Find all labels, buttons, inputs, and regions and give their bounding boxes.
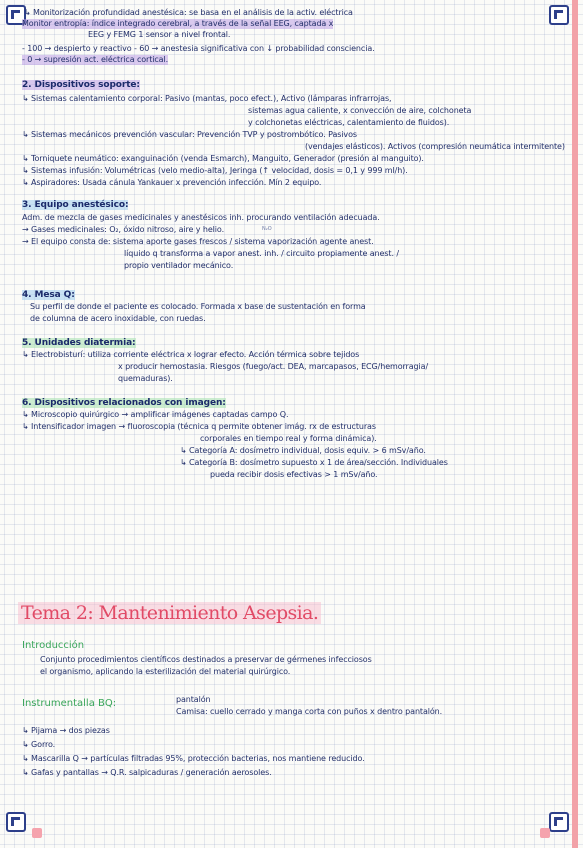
s5-line-1: ↳ Electrobisturí: utiliza corriente eléctrica x lograr efecto. Acción térmica sobre tejidos — [22, 350, 360, 359]
pantalon-label: pantalón — [176, 695, 211, 704]
corner-mark-top-right — [549, 5, 569, 25]
s2-line-4: ↳ Sistemas mecánicos prevención vascular: Prevención TVP y postrombótico. Pasivos — [22, 130, 357, 139]
section-5-heading: 5. Unidades diatermia: — [22, 338, 136, 348]
mascarilla-line: ↳ Mascarilla Q → partículas filtradas 95%, protección bacterias, nos mantiene reducido. — [22, 754, 365, 763]
section-6-heading: 6. Dispositivos relacionados con imagen: — [22, 398, 226, 408]
page-dot-left — [32, 828, 42, 838]
s2-line-2: sistemas agua caliente, x convección de aire, colchoneta — [248, 106, 472, 115]
s6-line-5: ↳ Categoría B: dosímetro supuesto x 1 de área/sección. Individuales — [180, 458, 448, 467]
s3-line-1: Adm. de mezcla de gases medicinales y anestésicos inh. procurando ventilación adecuada. — [22, 213, 380, 222]
pijama-line: ↳ Pijama → dos piezas — [22, 726, 110, 735]
s2-line-3: y colchonetas eléctricas, calentamiento de fluidos). — [248, 118, 450, 127]
monitoring-line-2: Monitor entropía: índice integrado cerebral, a través de la señal EEG, captada x — [22, 19, 334, 28]
gafas-line: ↳ Gafas y pantallas → Q.R. salpicaduras / generación aerosoles. — [22, 768, 272, 777]
s6-line-6: pueda recibir dosis efectivas > 1 mSv/año. — [210, 470, 378, 479]
s4-line-2: de columna de acero inoxidable, con ruedas. — [30, 314, 206, 323]
s5-line-2: x producir hemostasia. Riesgos (fuego/act. DEA, marcapasos, ECG/hemorragia/ — [118, 362, 429, 371]
s2-line-7: ↳ Sistemas infusión: Volumétricas (velo medio-alta), Jeringa (↑ velocidad, dosis = 0,1 y 999 ml/h). — [22, 166, 408, 175]
page-dot-right — [540, 828, 550, 838]
s3-line-2: → Gases medicinales: O₂, óxido nitroso, aire y helio. — [22, 225, 225, 234]
s3-line-5: propio ventilador mecánico. — [124, 261, 234, 270]
section-4-heading: 4. Mesa Q: — [22, 290, 75, 300]
s5-line-3: quemaduras). — [118, 374, 173, 383]
intro-line-1: Conjunto procedimientos científicos destinados a preservar de gérmenes infecciosos — [40, 655, 372, 664]
tema-2-title: Tema 2: Mantenimiento Asepsia. — [18, 602, 321, 624]
section-2-heading: 2. Dispositivos soporte: — [22, 80, 140, 90]
s3-line-4: líquido q transforma a vapor anest. inh. / circuito propiamente anest. / — [124, 249, 399, 258]
s6-line-3: corporales en tiempo real y forma dinámica). — [200, 434, 377, 443]
s3-line-3: → El equipo consta de: sistema aporte gases frescos / sistema vaporización agente anest. — [22, 237, 374, 246]
monitoring-line-1: ↳ Monitorización profundidad anestésica: se basa en el análisis de la activ. eléctrica — [24, 8, 353, 17]
s6-line-4: ↳ Categoría A: dosímetro individual, dosis equiv. > 6 mSv/año. — [180, 446, 426, 455]
corner-mark-bottom-right — [549, 812, 569, 832]
s6-line-2: ↳ Intensificador imagen → fluoroscopia (técnica q permite obtener imág. rx de estructuras — [22, 422, 376, 431]
s2-line-8: ↳ Aspiradores: Usada cánula Yankauer x prevención infección. Mín 2 equipo. — [22, 178, 322, 187]
s2-line-1: ↳ Sistemas calentamiento corporal: Pasivo (mantas, poco efect.), Activo (lámparas infrarrojas, — [22, 94, 392, 103]
intro-heading: Introducción — [22, 640, 85, 651]
gorro-line: ↳ Gorro. — [22, 740, 56, 749]
margin-line — [572, 0, 578, 848]
monitoring-line-3: EEG y FEMG 1 sensor a nivel frontal. — [88, 30, 231, 39]
s3-line-2-note: N₂O — [262, 226, 272, 232]
monitoring-line-4: - 100 → despierto y reactivo - 60 → anestesia significativa con ↓ probabilidad consciencia. — [22, 44, 375, 53]
monitoring-line-5: - 0 → supresión act. eléctrica cortical. — [22, 55, 169, 64]
instrumental-heading: Instrumentalla BQ: — [22, 698, 117, 709]
camisa-line: Camisa: cuello cerrado y manga corta con puños x dentro pantalón. — [176, 707, 443, 716]
s2-line-5: (vendajes elásticos). Activos (compresión neumática intermitente) — [305, 142, 565, 151]
s2-line-6: ↳ Torniquete neumático: exanguinación (venda Esmarch), Manguito, Generador (presión al manguito). — [22, 154, 424, 163]
corner-mark-bottom-left — [6, 812, 26, 832]
s6-line-1: ↳ Microscopio quirúrgico → amplificar imágenes captadas campo Q. — [22, 410, 289, 419]
section-3-heading: 3. Equipo anestésico: — [22, 200, 129, 210]
s4-line-1: Su perfil de donde el paciente es colocado. Formada x base de sustentación en forma — [30, 302, 366, 311]
intro-line-2: el organismo, aplicando la esterilización del material quirúrgico. — [40, 667, 291, 676]
